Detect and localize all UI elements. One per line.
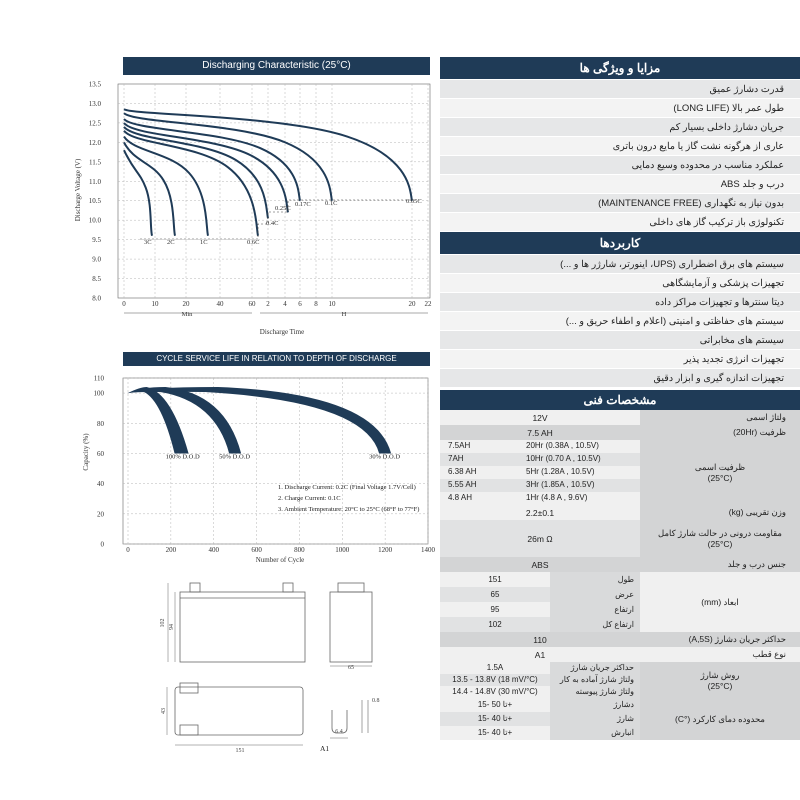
charge-row: [440, 662, 640, 674]
applications-item: تجهیزات پزشکی و آزمایشگاهی: [440, 274, 800, 293]
charge-value: 14.4 - 14.8V (30 mV/°C): [452, 687, 538, 696]
temperature-row: [440, 698, 640, 712]
cycle-ytick: 40: [97, 480, 104, 489]
battery-top-view: [175, 687, 303, 735]
features-item: عملکرد مناسب در محدوده وسیع دمایی: [440, 156, 800, 175]
cycle-note: 2. Charge Current: 0.1C: [278, 495, 341, 502]
dimension-row: [440, 617, 640, 632]
charge-name: ولتاژ شارژ پیوسته: [550, 686, 640, 698]
charge-temp: (25°C): [707, 680, 733, 691]
dimension-value: 102: [488, 620, 502, 629]
cycle-series-label: 100% D.O.D: [165, 453, 200, 461]
discharge-curve-label: 3C: [144, 239, 152, 246]
capacity-row-ah: 7.5AH: [448, 441, 471, 450]
discharge-curve-label: 0.25C: [275, 205, 291, 212]
cycle-xtick: 1000: [335, 546, 350, 554]
features-item: بدون نیاز به نگهداری (MAINTENANCE FREE): [440, 194, 800, 213]
discharge-ytick: 13.5: [88, 80, 101, 89]
discharge-xlabel: Discharge Time: [259, 328, 305, 336]
discharge-chart-title: Discharging Characteristic (25°C): [123, 57, 430, 75]
applications-item: تجهیزات اندازه گیری و ابزار دقیق: [440, 369, 800, 388]
features-item: جریان دشارژ داخلی بسیار کم: [440, 118, 800, 137]
cycle-xtick: 0: [126, 546, 130, 554]
battery-side-view: [330, 592, 372, 662]
dimension-row: [440, 602, 640, 617]
discharge-ytick: 9.0: [92, 255, 101, 264]
cycle-xlabel: Number of Cycle: [255, 556, 305, 564]
temperature-name: شارژ: [550, 712, 640, 726]
capacity-row-ah: 4.8 AH: [448, 493, 473, 502]
discharge-xtick-h: 8: [314, 300, 318, 308]
applications-item: سیستم های حفاظتی و امنیتی (اعلام و اطفاء حریق و ...): [440, 312, 800, 331]
battery-technical-drawing: [150, 575, 400, 760]
features-title: مزایا و ویژگی ها: [440, 57, 800, 79]
applications-item: سیستم های مخابراتی: [440, 331, 800, 350]
dimension-row: [440, 572, 640, 587]
capacity-label-cell: [640, 440, 800, 505]
dimension-value: 95: [490, 605, 500, 614]
capacity-row-rate: 3Hr (1.85A , 10.5V): [526, 480, 595, 489]
discharge-xtick-h: 22: [424, 300, 432, 308]
cycle-ytick: 110: [93, 374, 104, 383]
capacity-row-rate: 1Hr (4.8 A , 9.6V): [526, 493, 588, 502]
charge-row: [440, 674, 640, 686]
discharge-xtick-h: 4: [283, 300, 287, 308]
applications-item: دیتا سنترها و تجهیزات مراکز داده: [440, 293, 800, 312]
specs-table: [440, 410, 800, 737]
discharge-curve-label: 2C: [167, 239, 175, 246]
charge-label-cell: [640, 662, 800, 698]
cycle-ytick: 60: [97, 449, 104, 458]
discharge-xtick-h: 6: [298, 300, 302, 308]
discharge-ylabel: Discharge Voltage (V): [74, 158, 82, 222]
dim-width: 151: [235, 748, 245, 754]
discharge-curve-label: 0.1C: [325, 200, 338, 207]
capacity-label: ظرفیت اسمی: [694, 462, 746, 472]
cycle-xtick: 1400: [421, 546, 435, 554]
capacity-row: [440, 492, 640, 505]
cycle-xtick: 400: [208, 546, 219, 554]
discharge-curve-label: 0.6C: [247, 239, 260, 246]
discharge-min-segment: Min: [181, 311, 193, 318]
features-item: طول عمر بالا (LONG LIFE): [440, 99, 800, 118]
cycle-ytick: 0: [100, 540, 104, 549]
discharge-xtick-min: 60: [248, 300, 256, 308]
case-value: ABS: [440, 557, 640, 572]
discharge-xtick-h: 10: [328, 300, 336, 308]
resistance-label: مقاومت درونی در حالت شارژ کامل: [658, 528, 782, 538]
discharge-xtick-min: 10: [151, 300, 159, 308]
capacity-row: [440, 440, 640, 453]
applications-item: سیستم های برق اضطراری (UPS، اینورتر، شارژر ها و ...): [440, 255, 800, 274]
discharge-curve-label: 0.05C: [406, 198, 422, 205]
capacity-row-ah: 7AH: [448, 454, 464, 463]
resistance-value: 26m Ω: [440, 520, 640, 557]
temperature-name: دشارژ: [550, 698, 640, 712]
cycle-xtick: 200: [165, 546, 177, 554]
weight-label: وزن تقریبی (kg): [640, 505, 800, 520]
discharge-ytick: 11.5: [89, 158, 101, 167]
dimension-value: 151: [488, 575, 502, 584]
cycle-ylabel: Capacity (%): [82, 433, 90, 471]
capacity-row-rate: 10Hr (0.70 A , 10.5V): [526, 454, 601, 463]
discharge-ytick: 10.5: [88, 197, 101, 206]
discharge-ytick: 8.5: [92, 275, 101, 284]
cycle-ytick: 100: [93, 389, 104, 398]
discharge-chart: [60, 75, 440, 345]
applications-title: کاربردها: [440, 232, 800, 254]
terminal-type-label: A1: [320, 744, 330, 753]
features-item: قدرت دشارژ عمیق: [440, 80, 800, 99]
features-item: عاری از هرگونه نشت گاز یا مایع درون باتری: [440, 137, 800, 156]
temperature-row: [440, 726, 640, 740]
capacity-20hr-label: ظرفیت (20Hr): [640, 425, 800, 440]
discharge-curve-label: 0.4C: [266, 220, 279, 227]
cycle-xtick: 600: [251, 546, 262, 554]
nominal-voltage-label: ولتاژ اسمی: [640, 410, 800, 425]
cycle-series-label: 30% D.O.D: [369, 453, 401, 461]
temperature-value: 15- تا 40+: [477, 728, 513, 737]
discharge-ytick: 8.0: [92, 294, 101, 303]
temperature-row: [440, 712, 640, 726]
charge-name: حداکثر جریان شارژ: [550, 662, 640, 674]
resistance-temp: (25°C): [707, 539, 733, 549]
weight-value: 2.2±0.1: [440, 505, 640, 520]
features-item: تکنولوژی باز ترکیب گاز های داخلی: [440, 213, 800, 232]
discharge-curve-label: 0.17C: [295, 201, 311, 208]
discharge-xtick-h: 20: [408, 300, 416, 308]
temperature-name: انبارش: [550, 726, 640, 740]
applications-list: [440, 255, 800, 388]
dimension-value: 65: [490, 590, 500, 599]
cycle-xtick: 800: [294, 546, 305, 554]
capacity-row: [440, 466, 640, 479]
cycle-note: 1. Discharge Current: 0.2C (Final Voltage 1.7V/Cell): [278, 484, 416, 491]
temperature-value: 15- تا 50+: [477, 700, 513, 709]
discharge-xtick-h: 2: [266, 300, 270, 308]
max-discharge-label: حداکثر جریان دشارژ (A,5S): [640, 632, 800, 647]
max-discharge-value: 110: [440, 632, 640, 647]
case-label: جنس درب و جلد: [640, 557, 800, 572]
cycle-series-label: 50% D.O.D: [219, 453, 251, 461]
terminal-value: A1: [440, 647, 640, 662]
dimension-row: [440, 587, 640, 602]
cycle-ytick: 80: [97, 419, 104, 428]
charge-value: 13.5 - 13.8V (18 mV/°C): [452, 675, 538, 684]
dim-terminal-width: 6.4: [335, 729, 343, 735]
charge-row: [440, 686, 640, 698]
capacity-row: [440, 453, 640, 466]
capacity-temp: (25°C): [707, 473, 733, 483]
discharge-xtick-min: 0: [122, 300, 126, 308]
cycle-chart: [75, 368, 440, 568]
features-item: درب و جلد ABS: [440, 175, 800, 194]
terminal-label: نوع قطب: [640, 647, 800, 662]
capacity-row-rate: 20Hr (0.38A , 10.5V): [526, 441, 599, 450]
cycle-xtick: 1200: [378, 546, 393, 554]
dimension-name: عرض: [550, 587, 640, 602]
resistance-label-cell: [640, 520, 800, 557]
charge-value: 1.5A: [486, 663, 504, 672]
discharge-xtick-min: 20: [182, 300, 190, 308]
capacity-row-ah: 6.38 AH: [448, 467, 477, 476]
discharge-curve-label: 1C: [200, 239, 208, 246]
battery-front-view: [180, 592, 305, 662]
dimension-name: ارتفاع: [550, 602, 640, 617]
discharge-ytick: 12.5: [88, 119, 101, 128]
discharge-xtick-min: 40: [216, 300, 224, 308]
capacity-20hr-value: 7.5 AH: [440, 425, 640, 440]
dim-top-depth: 43: [161, 708, 167, 714]
discharge-ytick: 11.0: [89, 177, 101, 186]
cycle-ytick: 20: [97, 510, 104, 519]
temperature-value: 15- تا 40+: [477, 714, 513, 723]
applications-item: تجهیزات انرژی تجدید پذیر: [440, 350, 800, 369]
dim-depth: 65: [348, 665, 354, 671]
dimension-name: ارتفاع کل: [550, 617, 640, 632]
discharge-ytick: 10.0: [88, 216, 101, 225]
temperature-label: محدوده دمای کارکرد (°C): [640, 698, 800, 740]
capacity-row-rate: 5Hr (1.28A , 10.5V): [526, 467, 595, 476]
cycle-chart-title: CYCLE SERVICE LIFE IN RELATION TO DEPTH OF DISCHARGE: [123, 352, 430, 366]
capacity-row: [440, 479, 640, 492]
discharge-ytick: 13.0: [88, 99, 101, 108]
charge-label: روش شارژ: [700, 669, 740, 680]
discharge-ytick: 9.5: [92, 236, 101, 245]
cycle-note: 3. Ambient Temperature: 20°C to 25°C (68°F to 77°F): [278, 506, 420, 513]
capacity-row-ah: 5.55 AH: [448, 480, 477, 489]
discharge-h-segment: H: [341, 311, 347, 318]
dimensions-label: ابعاد (mm): [640, 572, 800, 632]
charge-name: ولتاژ شارژ آماده به کار: [550, 674, 640, 686]
specs-title: مشخصات فنی: [440, 390, 800, 410]
dim-total-height: 102: [160, 618, 166, 628]
nominal-voltage-value: 12V: [440, 410, 640, 425]
features-list: [440, 80, 800, 232]
discharge-ytick: 12.0: [88, 138, 101, 147]
dimension-name: طول: [550, 572, 640, 587]
dim-height: 94: [169, 624, 175, 630]
dim-terminal-thickness: 0.8: [372, 698, 380, 704]
